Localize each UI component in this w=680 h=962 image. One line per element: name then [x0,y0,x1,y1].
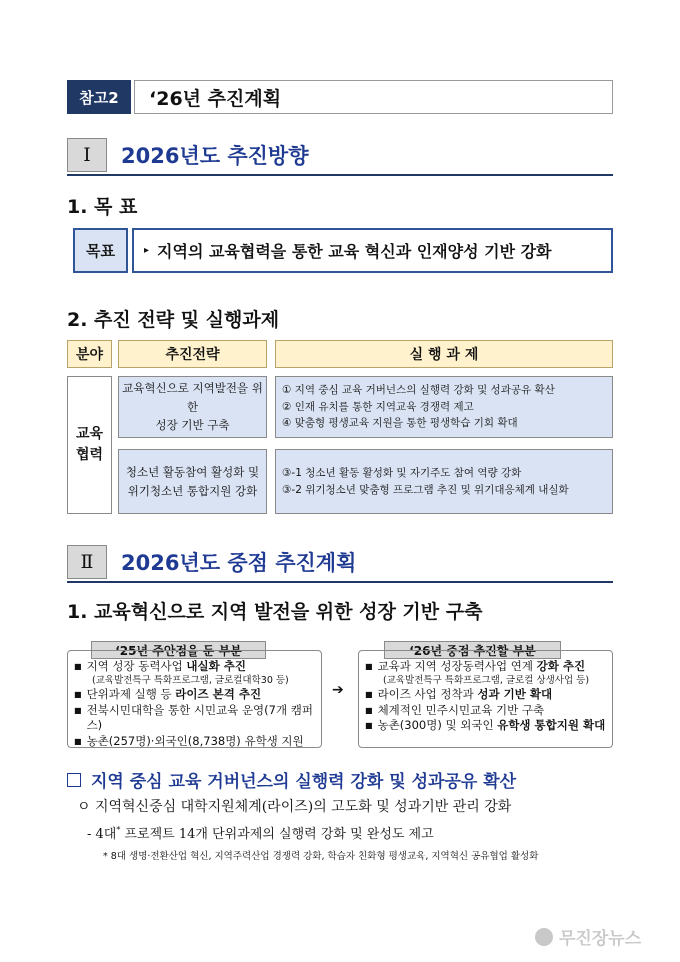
strategy-heading: 2. 추진 전략 및 실행과제 [67,309,280,331]
strategy-cell [118,449,267,514]
dash-line-prefix: - 4대 [87,827,117,842]
right-compare-tag: ‘26년 중점 추진할 부분 [384,641,561,659]
arrow-right-icon: ➔ [332,682,344,698]
empty-square-icon [67,773,81,787]
strategy-line: 교육혁신으로 지역발전을 위한 [122,381,263,414]
list-item [365,687,606,703]
table-header-tasks: 실 행 과 제 [275,340,613,368]
section-1-underline [67,174,613,176]
item-text: 지역 성장 동력사업 [86,659,187,673]
square-bullet-icon: ■ [365,662,373,671]
task-item: ② 인재 유치를 통한 지역교육 경쟁력 제고 [282,400,474,413]
dash-line-text: 프로젝트 14개 단위과제의 실행력 강화 및 완성도 제고 [120,827,434,842]
subsection-heading [67,767,516,792]
section-1-number: Ⅰ [67,138,107,172]
item-bold: 내실화 추진 [186,659,246,673]
item-bold: 성과 기반 확대 [477,687,553,702]
task-cell [275,376,613,438]
field-cell [67,376,112,514]
task-item: ④ 맞춤형 평생교육 지원을 통한 평생학습 기회 확대 [282,417,518,430]
square-bullet-icon: ■ [365,690,373,700]
square-bullet-icon: ■ [74,662,82,671]
field-line: 교육 [75,426,104,442]
list-item [74,703,315,734]
item-text: 교육과 지역 성장동력사업 연계 [377,659,537,673]
strategy-line: 위기청소년 통합지원 강화 [127,483,258,498]
item-text: 라이즈 사업 정착과 [377,687,478,702]
item-text: 단위과제 실행 등 [86,687,176,702]
field-line: 협력 [75,447,104,463]
strategy-line: 청소년 활동참여 활성화 및 [125,465,260,480]
section-1-header [67,137,613,173]
section-2-heading: 1. 교육혁신으로 지역 발전을 위한 성장 기반 구축 [67,601,483,623]
square-bullet-icon: ■ [74,705,82,715]
item-bold: 라이즈 본격 추진 [175,687,262,702]
list-item [74,687,315,703]
left-compare-tag: ‘25년 주안점을 둔 부분 [91,641,266,659]
table-header-strategy: 추진전략 [118,340,267,368]
watermark-text: 무진장뉴스 [559,929,642,949]
goal-heading: 1. 목 표 [67,196,138,218]
section-2-title: 2026년도 중점 추진계획 [121,551,357,575]
left-compare-box [67,650,322,748]
document-title: ‘26년 추진계획 [134,80,613,114]
section-2-number: Ⅱ [67,545,107,579]
square-bullet-icon: ■ [74,736,82,746]
goal-box [132,228,613,273]
goal-label: 목표 [73,228,128,273]
section-1-title: 2026년도 추진방향 [121,144,309,168]
footnote-marker: * [116,825,121,835]
item-sub: (교육발전특구 특화프로그램, 글로컬 상생사업 등) [383,674,590,686]
square-bullet-icon: ■ [365,705,373,715]
dash-bullet-line [87,823,434,842]
item-text: 농촌(257명)·외국인(8,738명) 유학생 지원 [86,733,304,748]
circle-bullet-line: ㅇ 지역혁신중심 대학지원체계(라이즈)의 고도화 및 성과기반 관리 강화 [77,799,512,815]
item-text: 전북시민대학을 통한 시민교육 운영(7개 캠퍼스) [86,702,313,733]
watermark [535,924,641,949]
task-item: ① 지역 중심 교육 거버넌스의 실행력 강화 및 성과공유 확산 [282,383,555,396]
list-item [365,703,606,719]
section-2-header [67,544,613,580]
section-2-underline [67,581,613,583]
item-sub: (교육발전특구 특화프로그램, 글로컬대학30 등) [92,674,289,686]
triangle-bullet-icon: ▸ [144,245,150,256]
strategy-cell [118,376,267,438]
subsection-text: 지역 중심 교육 거버넌스의 실행력 강화 및 성과공유 확산 [91,772,517,792]
strategy-line: 성장 기반 구축 [155,418,230,433]
item-bold: 유학생 통합지원 확대 [497,718,606,733]
list-item [74,659,315,675]
footnote: * 8대 생명·전환산업 혁신, 지역주력산업 경쟁력 강화, 학습자 친화형 평생교육, 지역혁신 공유협업 활성화 [103,851,539,862]
task-cell [275,449,613,514]
item-text: 농촌(300명) 및 외국인 [377,718,498,733]
watermark-logo-icon [535,928,553,946]
task-item: ③-1 청소년 활동 활성화 및 자기주도 참여 역량 강화 [282,466,522,479]
item-text: 체계적인 민주시민교육 기반 구축 [377,702,545,717]
square-bullet-icon: ■ [365,721,373,731]
reference-badge: 참고2 [67,80,131,114]
table-header-field: 분야 [67,340,112,368]
task-item: ③-2 위기청소년 맞춤형 프로그램 추진 및 위기대응체계 내실화 [282,483,569,496]
list-item [74,734,315,750]
square-bullet-icon: ■ [74,690,82,700]
list-item [365,659,606,675]
item-bold: 강화 추진 [536,659,586,673]
list-item [365,718,606,734]
right-compare-box [358,650,613,748]
goal-text: 지역의 교육협력을 통한 교육 혁신과 인재양성 기반 강화 [157,242,552,261]
